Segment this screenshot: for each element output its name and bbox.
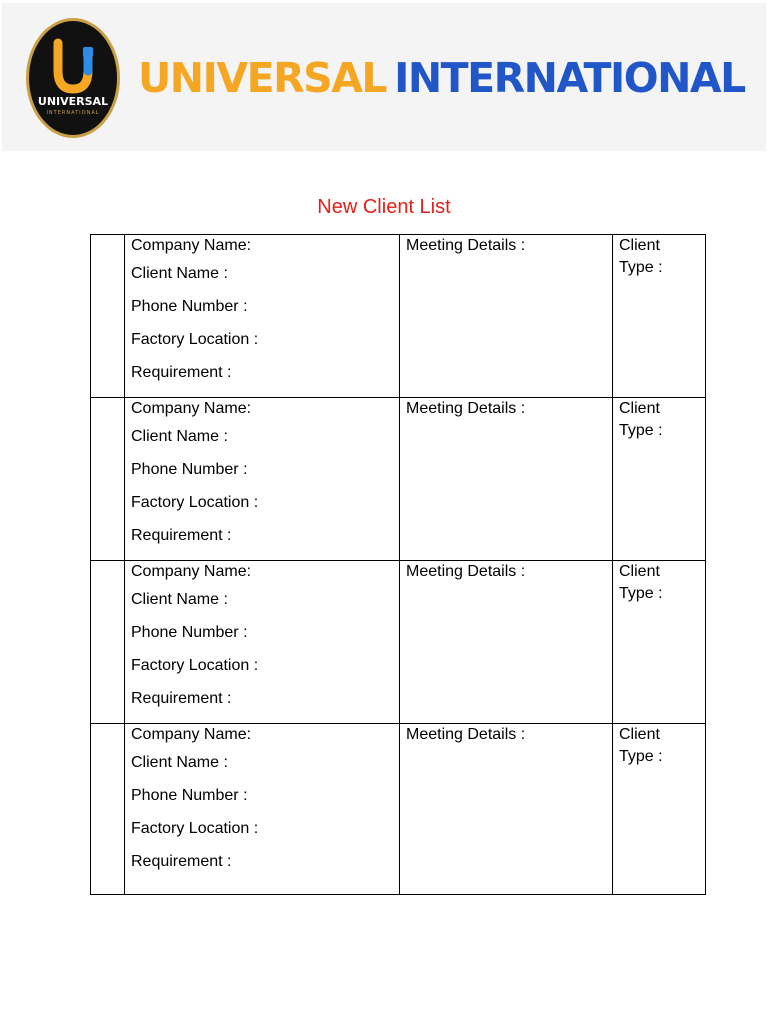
field-label: Phone Number : — [131, 461, 248, 478]
client-details-cell — [125, 724, 400, 895]
meeting-details-label: Meeting Details : — [406, 400, 526, 417]
client-type-label: Client Type : — [619, 563, 663, 602]
client-details-cell — [125, 235, 400, 398]
client-row — [91, 561, 706, 724]
field-label: Factory Location : — [131, 494, 259, 511]
field-label: Phone Number : — [131, 787, 248, 804]
document-title: New Client List — [317, 196, 451, 218]
brand-word-international: INTERNATIONAL — [394, 54, 745, 102]
field-label: Company Name: — [131, 563, 252, 580]
field-label: Client Name : — [131, 265, 228, 282]
client-row — [91, 235, 706, 398]
field-label: Company Name: — [131, 726, 252, 743]
client-row — [91, 398, 706, 561]
field-label: Client Name : — [131, 754, 228, 771]
meeting-details-label: Meeting Details : — [406, 563, 526, 580]
field-label: Factory Location : — [131, 657, 259, 674]
field-label: Requirement : — [131, 364, 232, 381]
meeting-details-cell — [400, 561, 613, 724]
meeting-details-label: Meeting Details : — [406, 726, 526, 743]
meeting-details-cell — [400, 235, 613, 398]
row-index-cell — [91, 724, 125, 895]
field-label: Requirement : — [131, 853, 232, 870]
field-label: Company Name: — [131, 400, 252, 417]
client-type-label: Client Type : — [619, 237, 663, 276]
logo-text: UNIVERSAL — [37, 95, 109, 108]
field-label: Company Name: — [131, 237, 252, 254]
client-details-cell — [125, 561, 400, 724]
client-type-label: Client Type : — [619, 400, 663, 439]
field-label: Client Name : — [131, 428, 228, 445]
field-label: Phone Number : — [131, 624, 248, 641]
client-details-cell — [125, 398, 400, 561]
row-index-cell — [91, 398, 125, 561]
meeting-details-cell — [400, 724, 613, 895]
universal-logo — [25, 17, 121, 139]
client-type-cell — [613, 724, 706, 895]
client-type-cell — [613, 235, 706, 398]
field-label: Requirement : — [131, 690, 232, 707]
client-type-cell — [613, 398, 706, 561]
client-type-label: Client Type : — [619, 726, 663, 765]
client-row — [91, 724, 706, 895]
client-list-table — [90, 234, 706, 895]
row-index-cell — [91, 235, 125, 398]
brand-wordmark — [138, 53, 745, 103]
header-banner — [2, 3, 766, 151]
field-label: Client Name : — [131, 591, 228, 608]
client-type-cell — [613, 561, 706, 724]
field-label: Factory Location : — [131, 820, 259, 837]
field-label: Requirement : — [131, 527, 232, 544]
meeting-details-label: Meeting Details : — [406, 237, 526, 254]
row-index-cell — [91, 561, 125, 724]
field-label: Factory Location : — [131, 331, 259, 348]
brand-word-universal: UNIVERSAL — [138, 54, 387, 102]
field-label: Phone Number : — [131, 298, 248, 315]
meeting-details-cell — [400, 398, 613, 561]
logo-subtext: INTERNATIONAL — [46, 110, 100, 116]
